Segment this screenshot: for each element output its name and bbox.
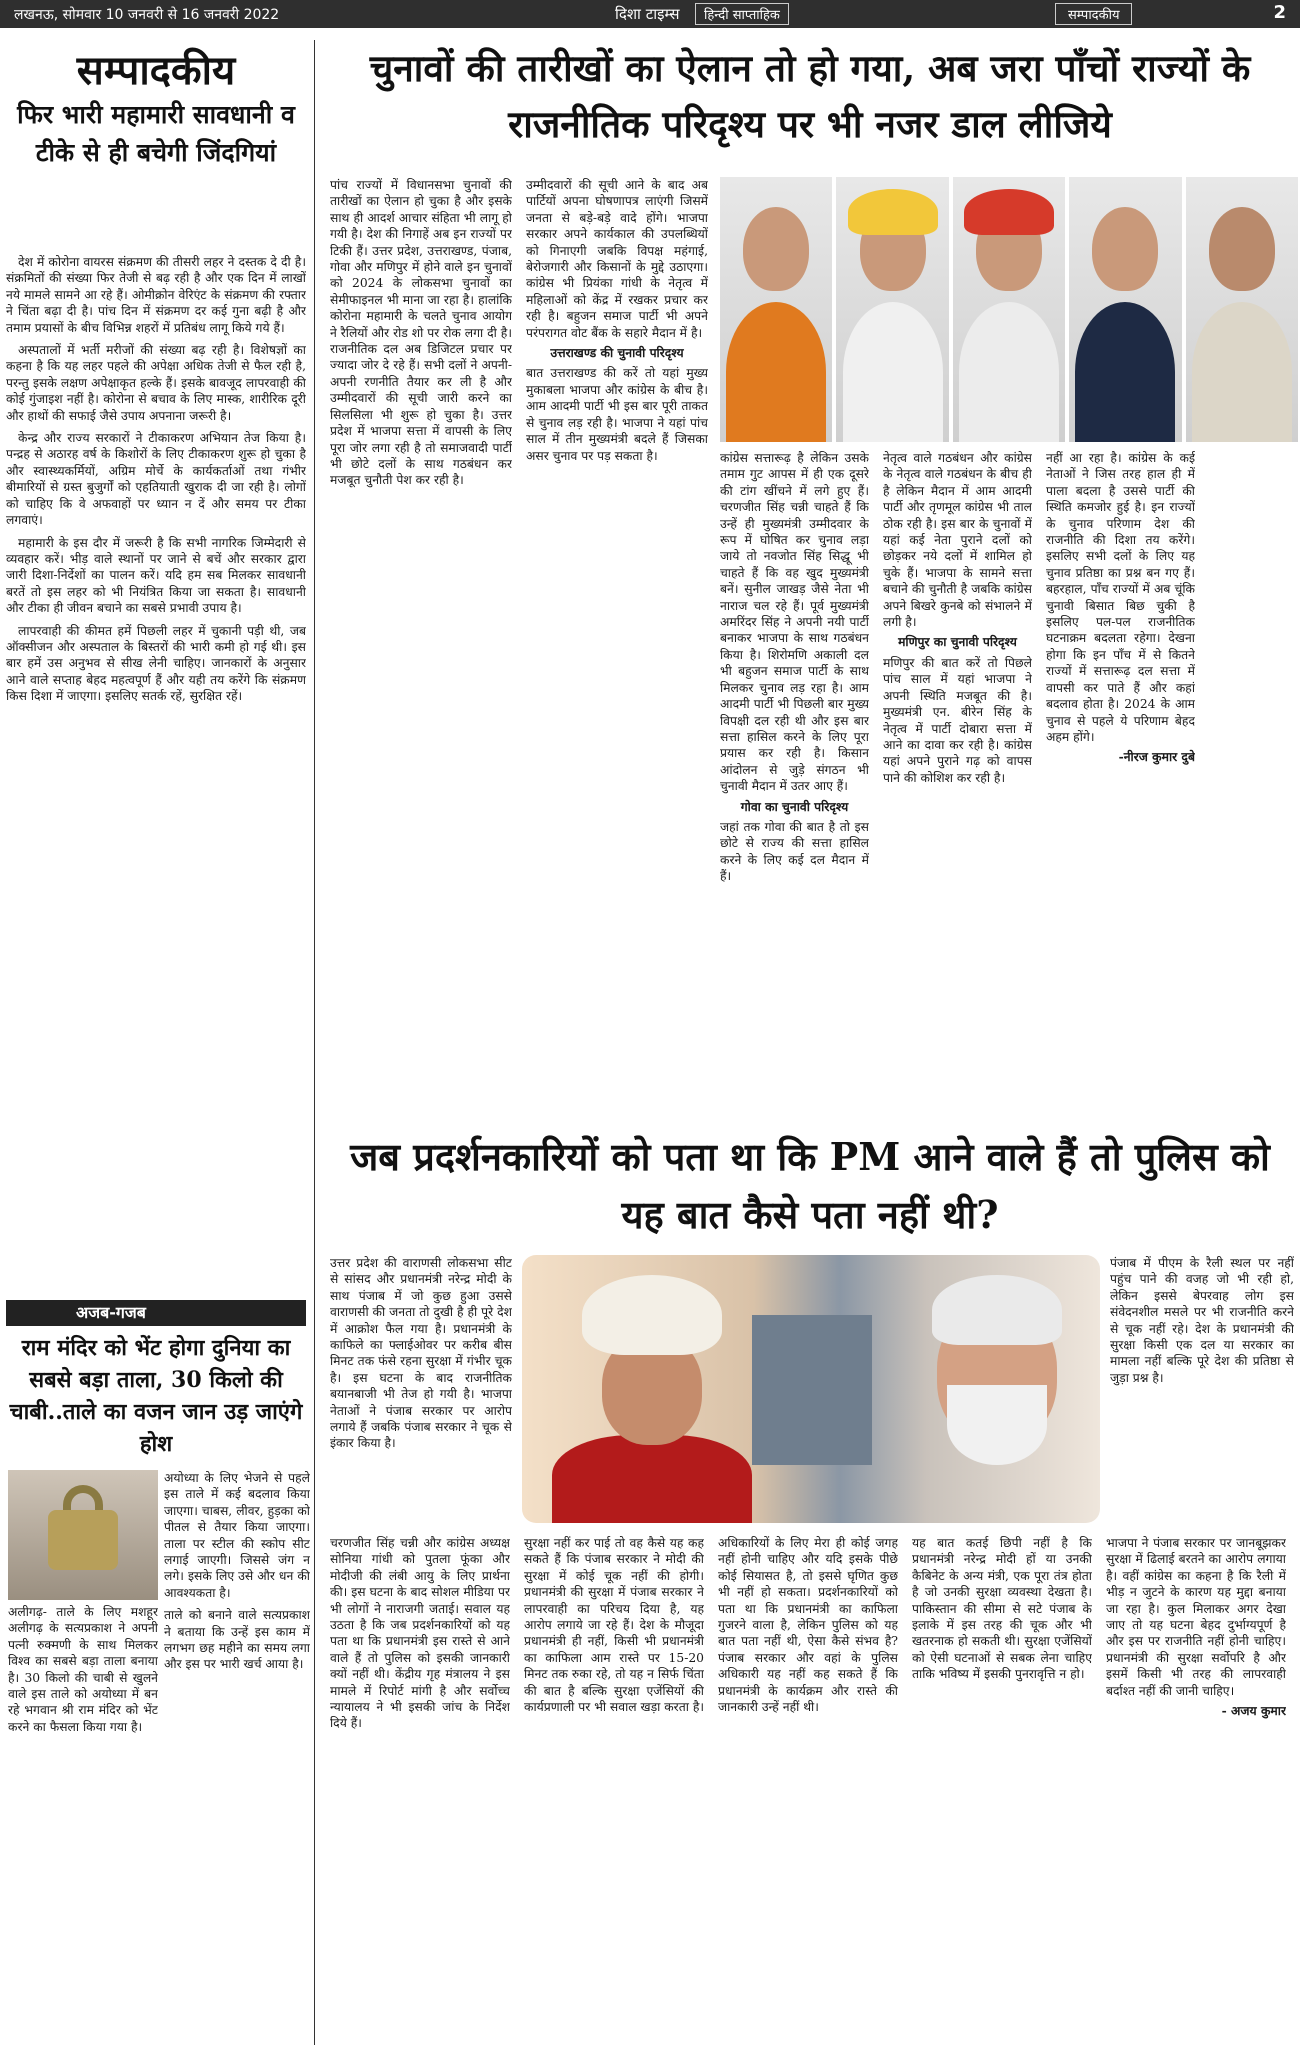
editorial-title: सम्पादकीय xyxy=(76,47,236,94)
photo-convoy-inset xyxy=(752,1315,872,1465)
author-signature: -नीरज कुमार दुबे xyxy=(1118,749,1195,765)
leader-photo-2 xyxy=(836,177,948,442)
ajab-text-left xyxy=(8,1604,158,2044)
story2-photo xyxy=(522,1255,1100,1523)
story1-right-columns xyxy=(720,450,1298,1118)
story2-headline: जब प्रदर्शनकारियों को पता था कि PM आने वाले हैं तो पुलिस को यह बात कैसे पता नहीं थी? xyxy=(350,1134,1270,1237)
story1-left-columns xyxy=(330,177,710,1117)
ajab-gajab-box xyxy=(0,1300,312,1466)
editorial-paragraph: केन्द्र और राज्य सरकारों ने टीकाकरण अभियान तेज किया है। पन्द्रह से अठारह वर्ष के किशोरों के लिए टीकाकरण शुरू हो चुका है और स्वास्थ्यकर्मियों, अग्रिम मोर्चे के कार्यकर्ताओं तथा गंभीर बीमारियों से ग्रस्त बुजुर्गों को एहतियाती खुराक दी जा रही है। लोगों को चाहिए कि वे अफवाहों पर ध्यान न दें और समय पर टीका लगवाएं। xyxy=(6,431,306,528)
subheading: उत्तराखण्ड की चुनावी परिदृश्य xyxy=(550,345,684,361)
story1-column: पांच राज्यों में विधानसभा चुनावों की तारीखों का ऐलान हो चुका है और इसके साथ ही आदर्श आचार संहिता भी लागू हो गयी है। देश की निगाहें अब इन राज्यों पर टिकी हैं। उत्तर प्रदेश, उत्तराखण्ड, पंजाब, गोवा और मणिपुर में होने वाले इन चुनावों को 2024 के लोकसभा चुनावों का सेमीफाइनल भी माना जा रहा है। हालांकि कोरोना महामारी के चलते चुनाव आयोग ने रैलियों और रोड शो पर रोक लगा दी है। राजनीतिक दल अब डिजिटल प्रचार पर ज्यादा जोर दे रहे हैं। सभी दलों ने अपनी-अपनी रणनीति तैयार कर ली है और उम्मीदवारों की सूची जारी करने का सिलसिला भी शुरू हो चुका है। उत्तर प्रदेश में भाजपा सत्ता में वापसी के लिए पूरा जोर लगा रही है तो समाजवादी पार्टी भी छोटे दलों के साथ गठबंधन कर मजबूत चुनौती पेश कर रही है। xyxy=(330,178,512,488)
story1-column: नेतृत्व वाले गठबंधन और कांग्रेस के नेतृत्व वाले गठबंधन के बीच ही है लेकिन मैदान में आम आदमी पार्टी और तृणमूल कांग्रेस भी ताल ठोक रही है। इस बार के चुनावों में यहां कई नेता पुराने दलों को छोड़कर नये दलों में शामिल हो चुके हैं। भाजपा के सामने सत्ता बचाने की चुनौती है जबकि कांग्रेस अपने बिखरे कुनबे को संभालने में लगी है। मणिपुर का चुनावी परिदृश्य मणिपुर की बात करें तो पिछले पांच साल में यहां भाजपा ने अपनी स्थिति मजबूत की है। मुख्यमंत्री एन. बीरेन सिंह के नेतृत्व में पार्टी दोबारा सत्ता में आने का दावा कर रही है। कांग्रेस यहां अपने पुराने गढ़ को वापस पाने की कोशिश कर रही है। xyxy=(883,451,1032,785)
ajab-headline: राम मंदिर को भेंट होगा दुनिया का सबसे बड़ा ताला, 30 किलो की चाबी..ताले का वजन जान उड़ जाएंगे होश xyxy=(9,1335,303,1457)
ajab-paragraph: ताले को बनाने वाले सत्यप्रकाश ने बताया कि उन्हें इस काम में लगभग छह महीने का समय लगा और इस पर भारी खर्च आया है। xyxy=(164,1608,310,1672)
story2-column: यह बात कतई छिपी नहीं है कि प्रधानमंत्री नरेन्द्र मोदी हों या उनकी कैबिनेट के अन्य मंत्री, एक पूरा तंत्र होता है जो उनकी सुरक्षा व्यवस्था देखता है। पाकिस्तान की सीमा से सटे पंजाब के इलाके में इस तरह की चूक और भी खतरनाक हो सकती थी। सुरक्षा एजेंसियों को ऐसी घटनाओं से सबक लेना चाहिए ताकि भविष्य में इसकी पुनरावृत्ति न हो। xyxy=(912,1536,1092,1682)
brand-name: दिशा टाइम्स xyxy=(615,5,680,23)
editorial-paragraph: अस्पतालों में भर्ती मरीजों की संख्या बढ़ रही है। विशेषज्ञों का कहना है कि यह लहर पहले की अपेक्षा अधिक तेजी से फैल रही है, परन्तु इसके लक्षण अपेक्षाकृत हल्के हैं। इसके बावजूद लापरवाही की कोई गुंजाइश नहीं है। कोरोना से बचाव के लिए मास्क, शारीरिक दूरी और हाथों की सफाई जैसे उपाय अपनाना जरूरी है। xyxy=(6,343,306,423)
story1-column: कांग्रेस सत्तारूढ़ है लेकिन उसके तमाम गुट आपस में ही एक दूसरे की टांग खींचने में लगे हुए हैं। चरणजीत सिंह चन्नी चाहते हैं कि उन्हें ही मुख्यमंत्री उम्मीदवार के रूप में घोषित कर चुनाव लड़ा जाये तो नवजोत सिंह सिद्धू भी चाहते हैं कि वह खुद मुख्यमंत्री बनें। सुनील जाखड़ जैसे नेता भी नाराज चल रहे हैं। पूर्व मुख्यमंत्री अमरिंदर सिंह ने अपनी नयी पार्टी बनाकर भाजपा के साथ गठबंधन किया है। शिरोमणि अकाली दल भी बहुजन समाज पार्टी के साथ मिलकर चुनाव लड़ रहा है। आम आदमी पार्टी भी पिछली बार मुख्य विपक्षी दल रही थी और इस बार सत्ता हासिल करने के लिए पूरा प्रयास कर रही है। किसान आंदोलन से जुड़े संगठन भी चुनावी मैदान में उतर आए हैं। गोवा का चुनावी परिदृश्य जहां तक गोवा की बात है तो इस छोटे से राज्य की सत्ता हासिल करने के लिए कई दल मैदान में हैं। xyxy=(720,451,869,884)
editorial-headline: फिर भारी महामारी सावधानी व टीके से ही बचेगी जिंदगियां xyxy=(17,100,295,167)
editorial-paragraph: देश में कोरोना वायरस संक्रमण की तीसरी लहर ने दस्तक दे दी है। संक्रमितों की संख्या फिर तेजी से बढ़ रही है और एक दिन में लाखों नये मामले सामने आ रहे हैं। ओमीक्रोन वेरिएंट के संक्रमण की रफ्तार ने चिंता बढ़ा दी है। पांच दिन में संक्रमण दर कई गुना बढ़ी है और तमाम प्रयासों के बीच विभिन्न शहरों में प्रतिबंध लागू किये गये हैं। xyxy=(6,255,306,335)
leader-photo-1 xyxy=(720,177,832,442)
story2-column: सुरक्षा नहीं कर पाई तो वह कैसे यह कह सकते हैं कि पंजाब सरकार ने मोदी की सुरक्षा में कोई चूक नहीं की होगी। प्रधानमंत्री की सुरक्षा में पंजाब सरकार ने लापरवाही का परिचय दिया है, यह आरोप लगाये जा रहे हैं। देश के मौजूदा प्रधानमंत्री ही नहीं, किसी भी प्रधानमंत्री का काफिला आम रास्ते पर 15-20 मिनट तक रुका रहे, तो यह न सिर्फ चिंता की बात है बल्कि सुरक्षा एजेंसियों की कार्यप्रणाली पर भी सवाल खड़ा करता है। xyxy=(524,1536,704,1715)
page-number: 2 xyxy=(1273,2,1286,23)
leader-photo-3 xyxy=(953,177,1065,442)
story2-column: चरणजीत सिंह चन्नी और कांग्रेस अध्यक्ष सोनिया गांधी को पुतला फूंका और मोदीजी की लंबी आयु के लिए प्रार्थना की। इस घटना के बाद सोशल मीडिया पर भी लोगों ने नाराजगी जताई। सवाल यह उठता है कि जब प्रदर्शनकारियों को यह पता था कि प्रधानमंत्री इस रास्ते से आने वाले हैं तो पुलिस को इसकी जानकारी क्यों नहीं थी। केंद्रीय गृह मंत्रालय ने इस मामले में रिपोर्ट मांगी है और सर्वोच्च न्यायालय ने भी इसकी जांच के निर्देश दिये हैं। xyxy=(330,1536,510,1731)
story2-columns xyxy=(330,1535,1294,2045)
story2-right-intro: पंजाब में पीएम के रैली स्थल पर नहीं पहुंच पाने की वजह जो भी रही हो, लेकिन इससे बेपरवाह लोग इस संवेदनशील मसले पर भी राजनीति करने से चूक नहीं रहे। देश के प्रधानमंत्री की सुरक्षा किसी एक दल या सरकार का मामला नहीं बल्कि पूरे देश की प्रतिष्ठा से जुड़ा प्रश्न है। xyxy=(1110,1256,1294,1385)
subheading: गोवा का चुनावी परिदृश्य xyxy=(740,798,849,814)
story1-column: नहीं आ रहा है। कांग्रेस के कई नेताओं ने जिस तरह हाल ही में पाला बदला है उससे पार्टी की स्थिति कमजोर हुई है। इन राज्यों के चुनाव परिणाम देश की राजनीति की दिशा तय करेंगे। इसलिए सभी दलों के लिए यह चुनाव प्रतिष्ठा का प्रश्न बन गए हैं। बहरहाल, पाँच राज्यों में अब चूंकि चुनावी बिसात बिछ चुकी है इसलिए पल-पल राजनीतिक घटनाक्रम बदलता रहेगा। देखना होगा कि इन पाँच में से कितने राज्यों में सत्तारूढ़ दल सत्ता में वापसी कर पाते हैं और कहां बदलाव होता है। 2024 के आम चुनाव से पहले ये परिणाम बेहद अहम होंगे। -नीरज कुमार दुबे xyxy=(1046,451,1195,765)
editorial-column xyxy=(0,46,312,172)
column-divider xyxy=(314,40,315,2045)
lock-photo xyxy=(8,1470,158,1600)
dateline: लखनऊ, सोमवार 10 जनवरी से 16 जनवरी 2022 xyxy=(14,7,280,23)
section-badge: सम्पादकीय xyxy=(1055,3,1132,25)
subheading: मणिपुर का चुनावी परिदृश्य xyxy=(898,634,1017,650)
story2-column: भाजपा ने पंजाब सरकार पर जानबूझकर सुरक्षा में ढिलाई बरतने का आरोप लगाया है। वहीं कांग्रेस का कहना है कि रैली में भीड़ न जुटने के कारण यह मुद्दा बनाया जा रहा है। कुल मिलाकर अगर देखा जाए तो यह घटना बेहद दुर्भाग्यपूर्ण है और इस पर राजनीति नहीं होनी चाहिए। प्रधानमंत्री की सुरक्षा सर्वोपरि है और इसमें किसी भी तरह की लापरवाही बर्दाश्त नहीं की जानी चाहिए। - अजय कुमार xyxy=(1106,1536,1286,1719)
lock-body-shape xyxy=(48,1510,118,1570)
leaders-photo-strip xyxy=(720,177,1298,442)
photo-person-left xyxy=(552,1275,752,1523)
ajab-gajab-label: अजब-गजब xyxy=(6,1300,306,1326)
story2-column: अधिकारियों के लिए मेरा ही कोई जगह नहीं होनी चाहिए और यदि इसके पीछे कोई सियासत है, तो इससे घृणित कुछ भी नहीं हो सकता। प्रदर्शनकारियों को पता था कि प्रधानमंत्री का काफिला गुजरने वाला है, लेकिन पुलिस को यह बात पता नहीं थी, ऐसा कैसे संभव है? पंजाब सरकार और वहां के पुलिस अधिकारी यह नहीं कह सकते हैं कि प्रधानमंत्री के कार्यक्रम और रास्ते की जानकारी उन्हें नहीं थी। xyxy=(718,1536,898,1715)
ajab-paragraph: अयोध्या के लिए भेजने से पहले इस ताले में कई बदलाव किया जाएगा। चाबस, लीवर, हुड़का को पीतल से तैयार किया जाएगा। ताला पर स्टील की स्कोप सीट लगाई जाएगी। जिससे जंग न लगे। इसके लिए उसे और धन की आवश्यकता है। xyxy=(164,1471,310,1600)
story1-column: उम्मीदवारों की सूची आने के बाद अब पार्टियों अपना घोषणापत्र लाएंगी जिसमें जनता से बड़े-बड़े वादे होंगे। भाजपा सरकार अपने कार्यकाल की उपलब्धियों को गिनाएगी जबकि विपक्ष महंगाई, बेरोजगारी और किसानों के मुद्दे उठाएगा। कांग्रेस भी प्रियंका गांधी के नेतृत्व में महिलाओं को केंद्र में रखकर प्रचार कर रही है। बहुजन समाज पार्टी भी अपने परंपरागत वोट बैंक के सहारे मैदान में है। उत्तराखण्ड की चुनावी परिदृश्य बात उत्तराखण्ड की करें तो यहां मुख्य मुकाबला भाजपा और कांग्रेस के बीच है। आम आदमी पार्टी भी इस बार पूरी ताकत से चुनाव लड़ रही है। भाजपा ने यहां पांच साल में तीन मुख्यमंत्री बदले हैं जिसका असर चुनाव पर पड़ सकता है। xyxy=(526,178,708,463)
editorial-paragraph: लापरवाही की कीमत हमें पिछली लहर में चुकानी पड़ी थी, जब ऑक्सीजन और अस्पताल के बिस्तरों की भारी कमी हो गई थी। इस बार हमें उस अनुभव से सीख लेनी चाहिए। जानकारों के अनुसार आने वाले सप्ताह बेहद महत्वपूर्ण हैं और यही तय करेंगे कि संक्रमण किस दिशा में जाएगा। इसलिए सतर्क रहें, सुरक्षित रहें। xyxy=(6,623,306,704)
leader-photo-5 xyxy=(1186,177,1298,442)
editorial-paragraph: महामारी के इस दौर में जरूरी है कि सभी नागरिक जिम्मेदारी से व्यवहार करें। भीड़ वाले स्थानों पर जाने से बचें और सरकार द्वारा जारी दिशा-निर्देशों का पालन करें। यदि हम सब मिलकर सावधानी बरतें तो इस लहर को भी नियंत्रित किया जा सकता है। सावधानी और टीका ही जीवन बचाने का सबसे प्रभावी उपाय है। xyxy=(6,535,306,616)
weekly-badge: हिन्दी साप्ताहिक xyxy=(695,3,789,25)
ajab-paragraph: अलीगढ़- ताले के लिए मशहूर अलीगढ़ के सत्यप्रकाश ने अपनी पत्नी रुक्मणी के साथ मिलकर विश्व का सबसे बड़ा ताला बनाया है। 30 किलो की चाबी से खुलने वाले इस ताले को अयोध्या में बन रहे भगवान श्री राम मंदिर को भेंट करने का फैसला किया गया है। xyxy=(8,1605,158,1734)
story1-headline: चुनावों की तारीखों का ऐलान तो हो गया, अब जरा पाँचों राज्यों के राजनीतिक परिदृश्य पर भी नजर डाल लीजिये xyxy=(369,46,1251,146)
author-signature: - अजय कुमार xyxy=(1221,1703,1286,1719)
ajab-text-right xyxy=(164,1470,310,2044)
story2-intro: उत्तर प्रदेश की वाराणसी लोकसभा सीट से सांसद और प्रधानमंत्री नरेन्द्र मोदी के साथ पंजाब में जो कुछ हुआ उससे वाराणसी की जनता तो दुखी है ही पूरे देश में आक्रोश फैल गया है। प्रधानमंत्री के काफिले का फ्लाईओवर पर करीब बीस मिनट तक फंसे रहना सुरक्षा में गंभीर चूक है। इस घटना के बाद राजनीतिक बयानबाजी भी तेज हो गयी है। भाजपा नेताओं ने पंजाब सरकार पर आरोप लगाये हैं जबकि पंजाब सरकार ने चूक से इंकार किया है। xyxy=(330,1256,512,1451)
photo-person-right xyxy=(892,1265,1092,1523)
masthead-bar xyxy=(0,0,1300,28)
leader-photo-4 xyxy=(1069,177,1181,442)
editorial-body xyxy=(6,254,306,1294)
